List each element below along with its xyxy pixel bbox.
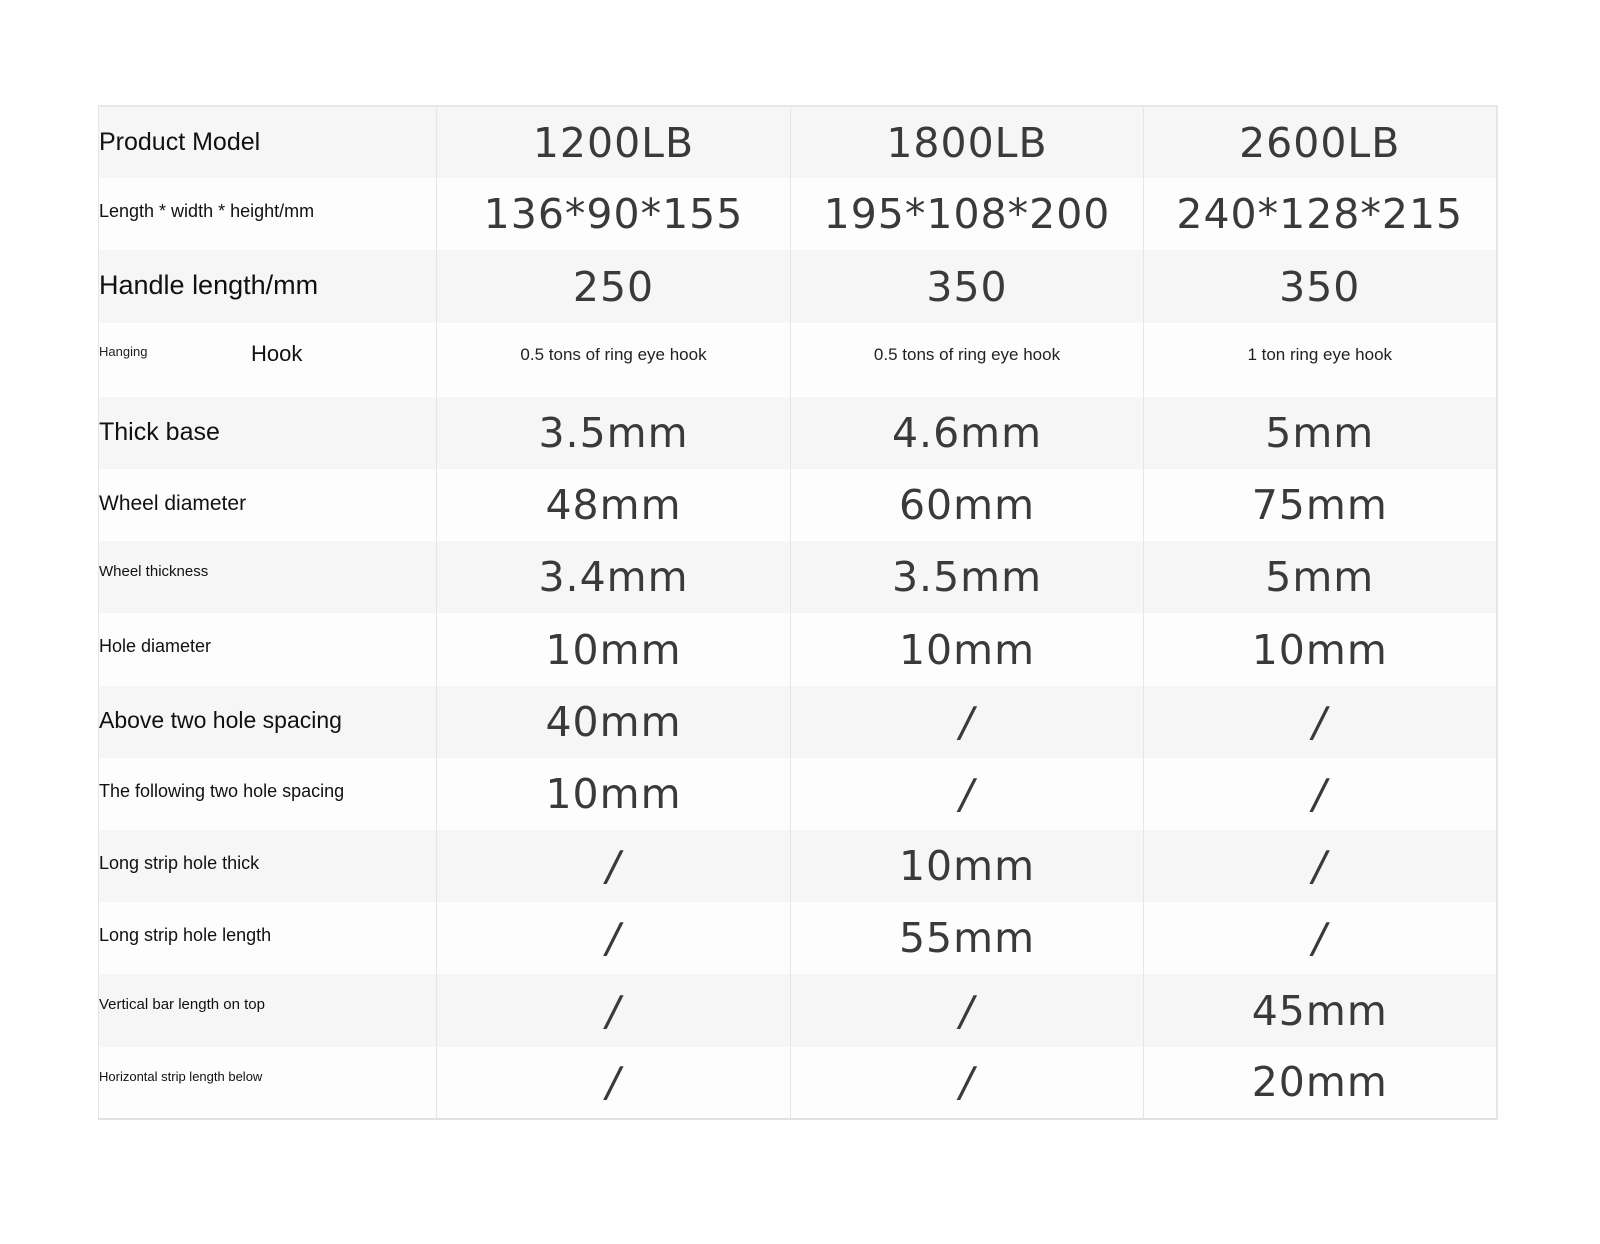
table-row (99, 974, 1497, 1046)
value-cell: / (437, 830, 791, 902)
value-cell: 0.5 tons of ring eye hook (791, 323, 1144, 397)
table-row (99, 902, 1497, 974)
row-label: The following two hole spacing (99, 758, 437, 830)
row-label: Horizontal strip length below (99, 1047, 437, 1119)
row-label: Length * width * height/mm (99, 178, 437, 250)
row-label: Wheel diameter (99, 469, 437, 541)
value-cell: 240*128*215 (1144, 178, 1497, 250)
table-row (99, 323, 1497, 397)
value-cell: 3.5mm (791, 541, 1144, 613)
row-label (99, 323, 437, 397)
row-label: Thick base (99, 397, 437, 469)
value-cell: 136*90*155 (437, 178, 791, 250)
value-cell: / (437, 902, 791, 974)
value-cell: 10mm (791, 830, 1144, 902)
model-cell: 1200LB (437, 106, 791, 178)
value-cell: / (791, 758, 1144, 830)
value-cell: / (791, 686, 1144, 758)
value-cell: 350 (791, 250, 1144, 322)
value-cell: / (1144, 758, 1497, 830)
value-cell: 195*108*200 (791, 178, 1144, 250)
row-label: Product Model (99, 106, 437, 178)
row-label: Above two hole spacing (99, 686, 437, 758)
table-row (99, 397, 1497, 469)
row-label: Long strip hole length (99, 902, 437, 974)
table-row (99, 250, 1497, 322)
value-cell: 40mm (437, 686, 791, 758)
value-cell: 10mm (791, 613, 1144, 685)
table-row-header (99, 106, 1497, 178)
model-cell: 2600LB (1144, 106, 1497, 178)
value-cell: 0.5 tons of ring eye hook (437, 323, 791, 397)
value-cell: 60mm (791, 469, 1144, 541)
spec-table (98, 105, 1498, 1120)
value-cell: 3.4mm (437, 541, 791, 613)
value-cell: 350 (1144, 250, 1497, 322)
value-cell: 10mm (1144, 613, 1497, 685)
value-cell: 10mm (437, 613, 791, 685)
value-cell: 5mm (1144, 397, 1497, 469)
row-label: Vertical bar length on top (99, 974, 437, 1046)
value-cell: / (437, 1047, 791, 1119)
table-row (99, 758, 1497, 830)
value-cell: / (1144, 686, 1497, 758)
value-cell: 4.6mm (791, 397, 1144, 469)
value-cell: / (437, 974, 791, 1046)
table-row (99, 469, 1497, 541)
table-row (99, 1047, 1497, 1119)
value-cell: / (791, 1047, 1144, 1119)
value-cell: 250 (437, 250, 791, 322)
value-cell: 55mm (791, 902, 1144, 974)
table-row (99, 686, 1497, 758)
row-label-small: Hanging (99, 343, 148, 359)
row-label: Hole diameter (99, 613, 437, 685)
value-cell: 75mm (1144, 469, 1497, 541)
table-row (99, 178, 1497, 250)
row-label: Long strip hole thick (99, 830, 437, 902)
table-row (99, 830, 1497, 902)
table-row (99, 541, 1497, 613)
model-cell: 1800LB (791, 106, 1144, 178)
table-row (99, 613, 1497, 685)
row-label: Wheel thickness (99, 541, 437, 613)
row-label-big: Hook (251, 340, 303, 366)
value-cell: / (1144, 830, 1497, 902)
value-cell: / (1144, 902, 1497, 974)
value-cell: 5mm (1144, 541, 1497, 613)
value-cell: 3.5mm (437, 397, 791, 469)
value-cell: / (791, 974, 1144, 1046)
value-cell: 10mm (437, 758, 791, 830)
value-cell: 1 ton ring eye hook (1144, 323, 1497, 397)
value-cell: 20mm (1144, 1047, 1497, 1119)
row-label: Handle length/mm (99, 250, 437, 322)
value-cell: 45mm (1144, 974, 1497, 1046)
value-cell: 48mm (437, 469, 791, 541)
